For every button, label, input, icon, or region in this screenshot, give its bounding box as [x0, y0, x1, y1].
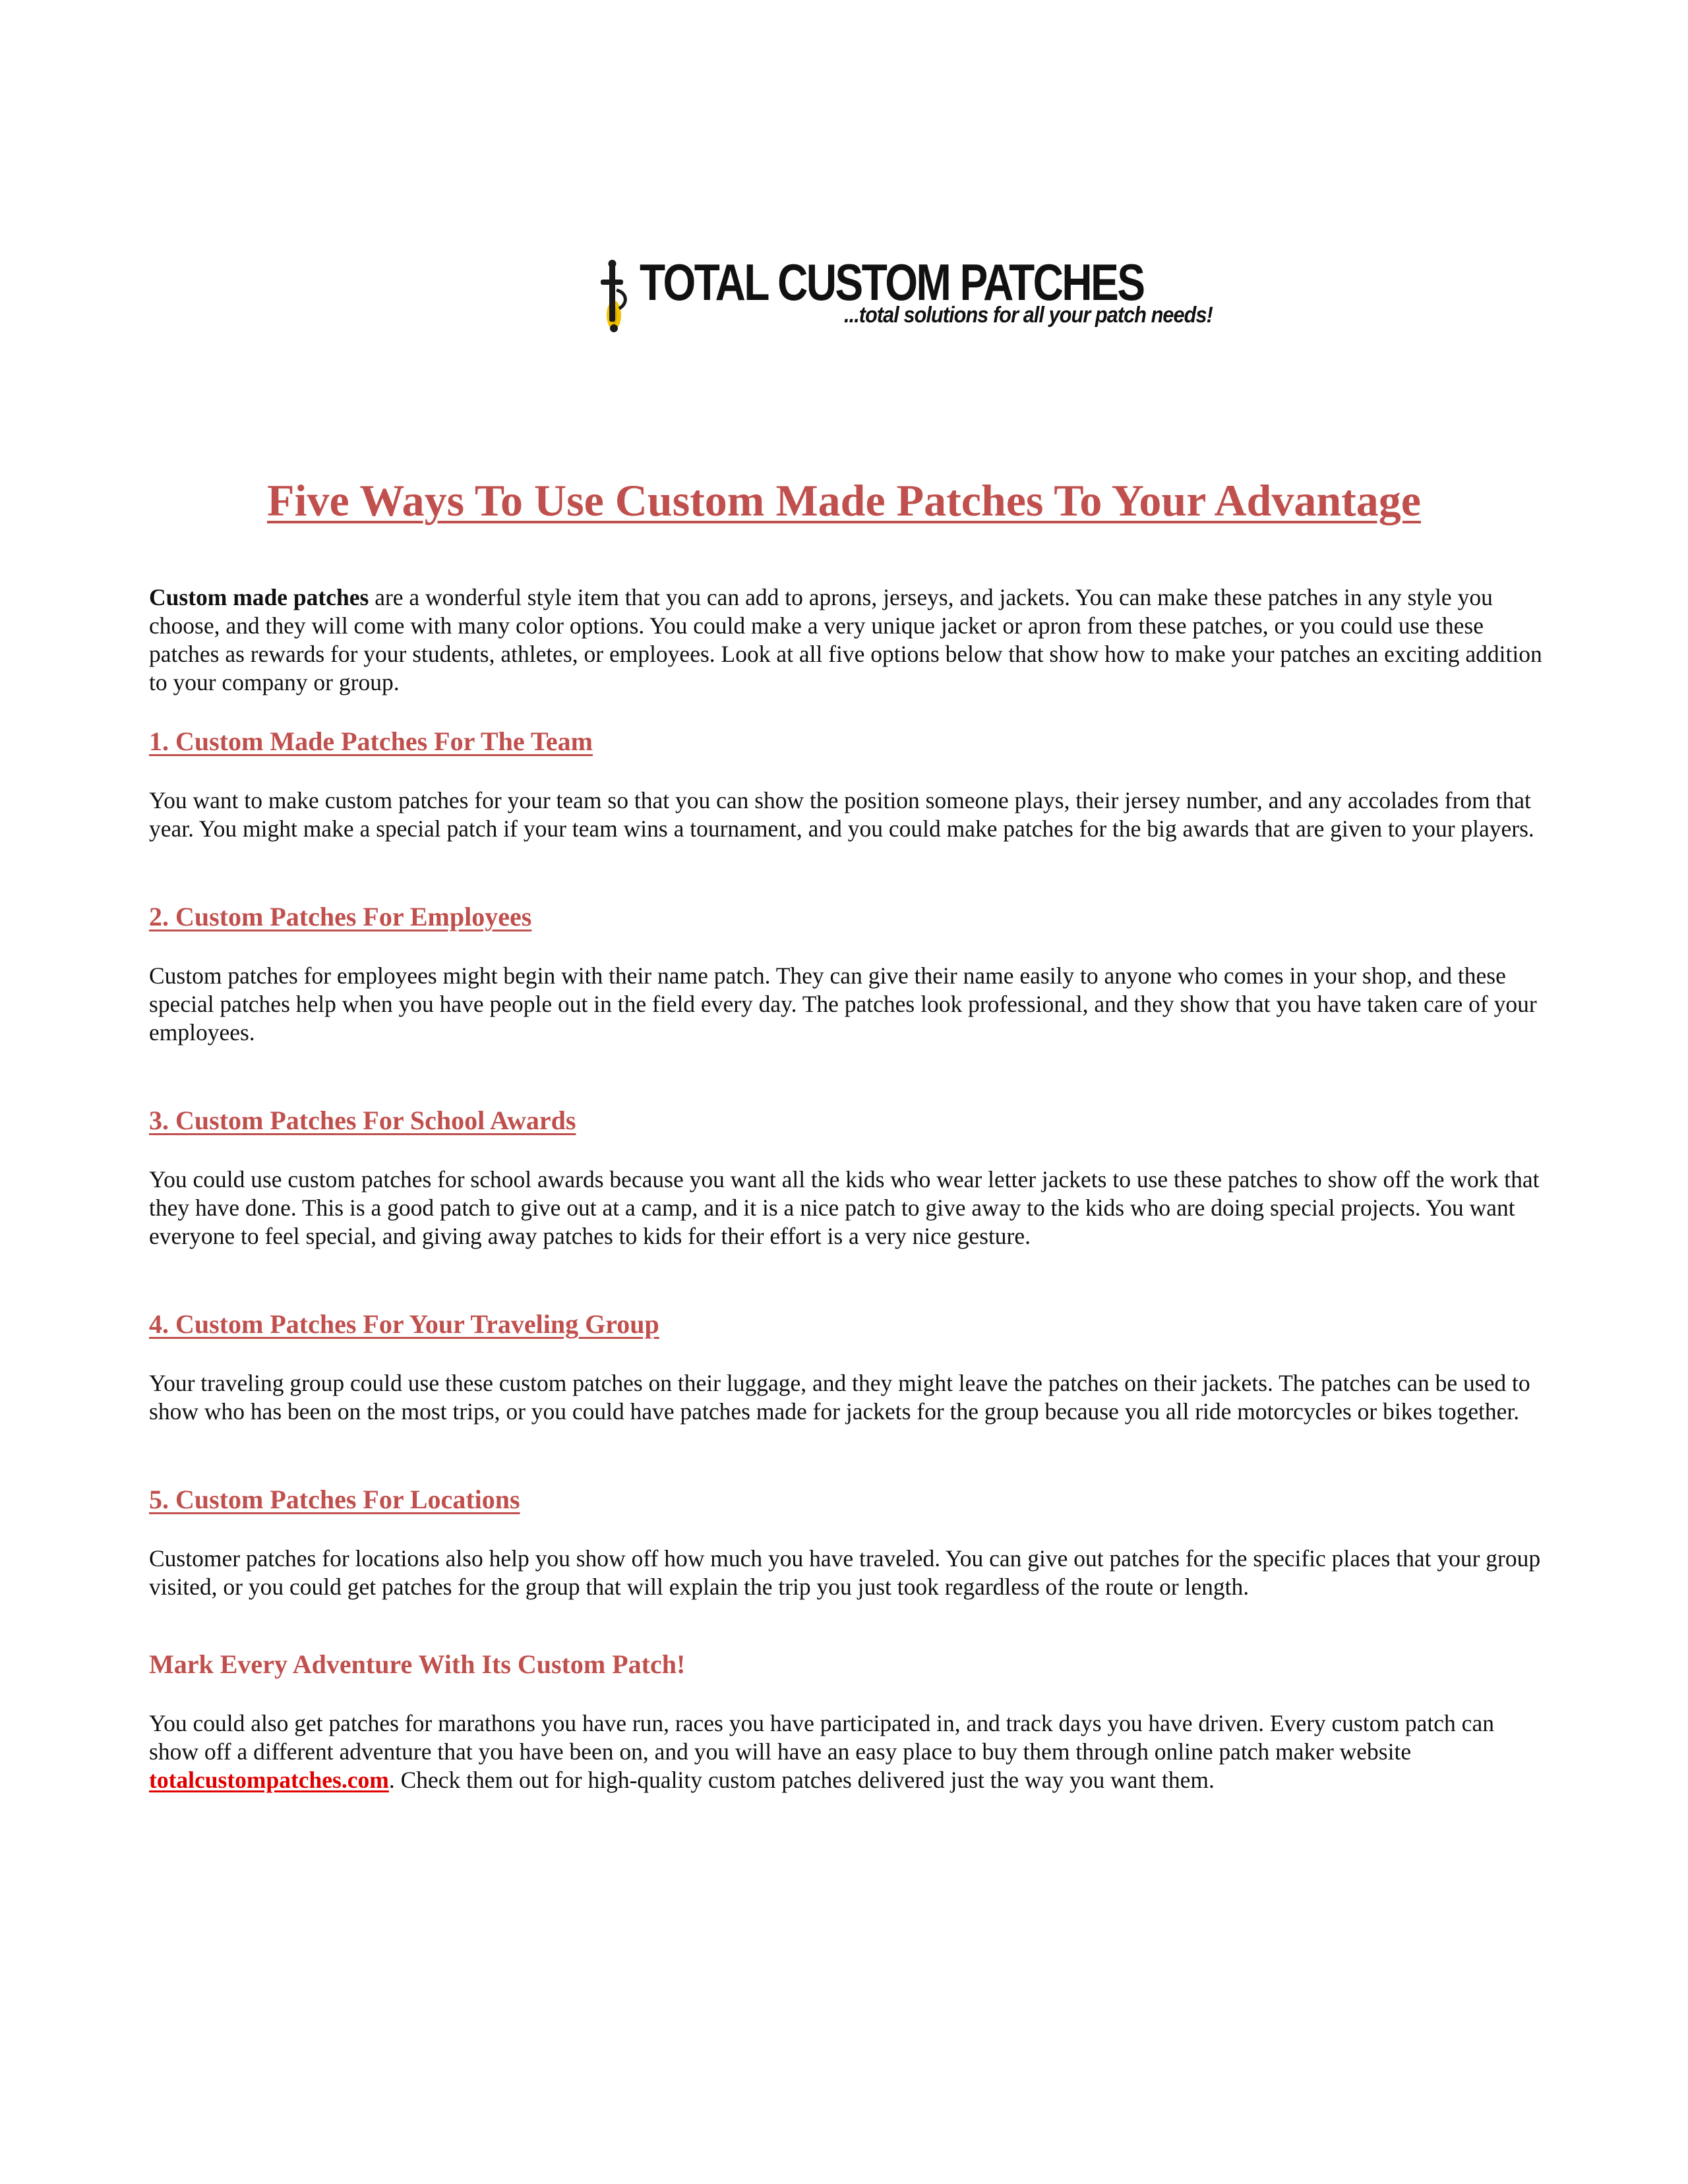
section-heading-locations: 5. Custom Patches For Locations [149, 1485, 520, 1514]
brand-logo [597, 251, 1217, 336]
section-body-locations: Customer patches for locations also help you show off how much you have traveled. You can give out patches for the specific places that your group visited, or you could get patches for the group that will explain the trip you just took regardless of the route or length. [149, 1545, 1541, 1600]
needle-and-thread-logo-icon [597, 251, 636, 336]
closing-paragraph [149, 1709, 1547, 1794]
section-heading-employees: 2. Custom Patches For Employees [149, 902, 532, 931]
closing-text-before-link: You could also get patches for marathons you have run, races you have participated in, and track days you have driven. Every custom patch can show off a different adventure that you have been on, and you will have an easy place to buy them through online patch maker website [149, 1710, 1494, 1765]
logo-tagline: ...total solutions for all your patch needs! [844, 303, 1213, 328]
intro-paragraph [149, 583, 1547, 697]
website-link[interactable]: totalcustompatches.com [149, 1767, 389, 1793]
section-body-employees: Custom patches for employees might begin with their name patch. They can give their name easily to anyone who comes in your shop, and these special patches help when you have people out in the field every day. The patches look professional, and they show that you have taken care of your employees. [149, 962, 1537, 1046]
closing-heading: Mark Every Adventure With Its Custom Patch! [149, 1649, 686, 1679]
article-body [149, 583, 1547, 1794]
section-body-team: You want to make custom patches for your team so that you can show the position someone plays, their jersey number, and any accolades from that year. You might make a special patch if your team wins a tournament, and you could make patches for the big awards that are given to your players. [149, 787, 1534, 842]
section-heading-traveling-group: 4. Custom Patches For Your Traveling Group [149, 1309, 659, 1339]
section-heading-school-awards: 3. Custom Patches For School Awards [149, 1106, 576, 1135]
intro-lead: Custom made patches [149, 584, 369, 610]
section-body-traveling-group: Your traveling group could use these custom patches on their luggage, and they might leave the patches on their jackets. The patches can be used to show who has been on the most trips, or you could have patches made for jackets for the group because you all ride motorcycles or bikes together. [149, 1370, 1530, 1425]
section-heading-team: 1. Custom Made Patches For The Team [149, 726, 593, 756]
document-title: Five Ways To Use Custom Made Patches To Your Advantage [267, 475, 1421, 525]
intro-text: are a wonderful style item that you can add to aprons, jerseys, and jackets. You can make these patches in any style you choose, and they will come with many color options. You could make a very unique jacket or apron from these patches, or you could use these patches as rewards for your students, athletes, or employees. Look at all five options below that show how to make your patches an exciting addition to your company or group. [149, 584, 1542, 695]
section-body-school-awards: You could use custom patches for school awards because you want all the kids who wear letter jackets to use these patches to show off the work that they have done. This is a good patch to give out at a camp, and it is a nice patch to give away to the kids who are doing special projects. You want everyone to feel special, and giving away patches to kids for their effort is a very nice gesture. [149, 1166, 1540, 1249]
closing-text-after-link: . Check them out for high-quality custom patches delivered just the way you want them. [388, 1767, 1215, 1793]
logo-title: TOTAL CUSTOM PATCHES [640, 253, 1144, 311]
